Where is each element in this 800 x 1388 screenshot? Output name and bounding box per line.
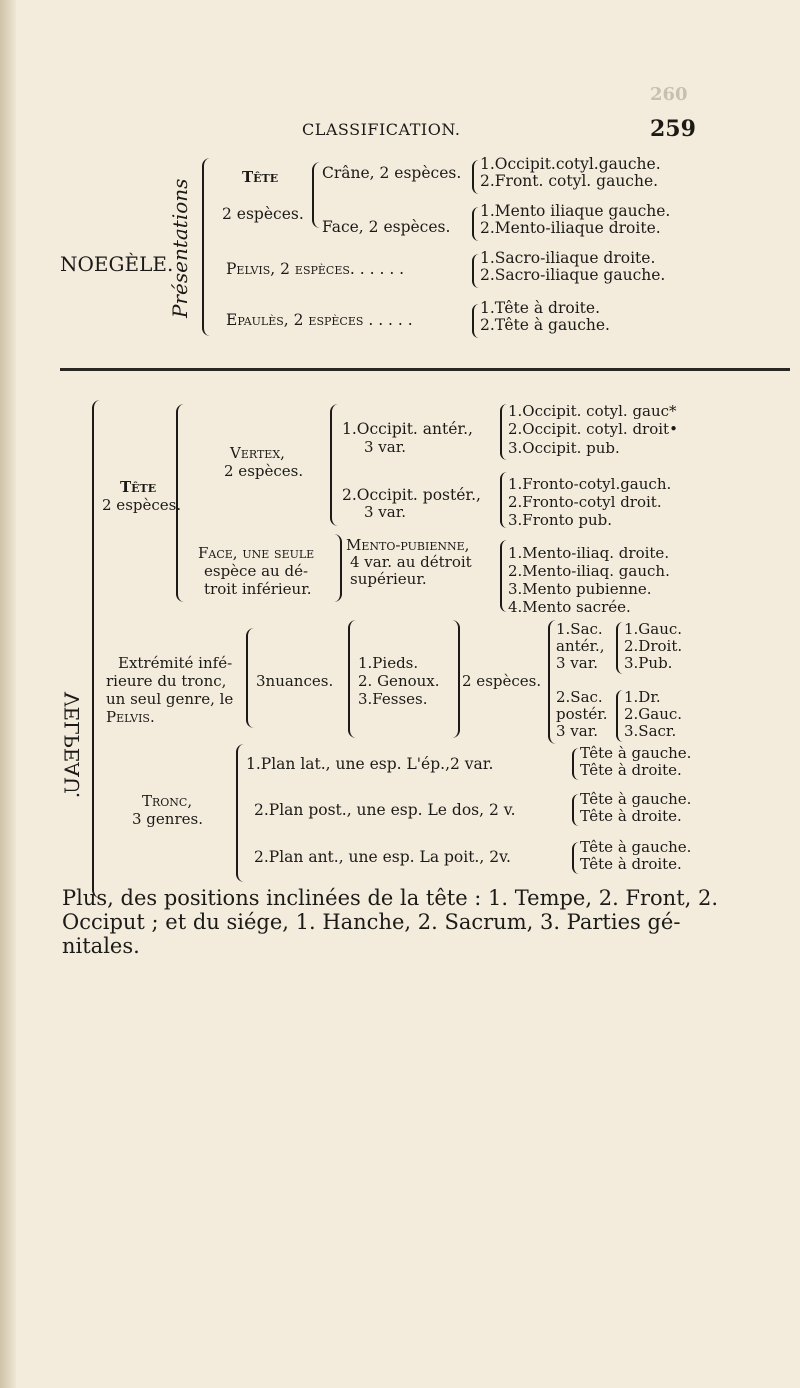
fesses-brace <box>452 620 460 738</box>
crane-brace <box>472 160 479 194</box>
nuances-item-2: 2. Genoux. <box>358 672 440 690</box>
sac-post-item-1: 1.Dr. <box>624 688 661 706</box>
tete-brace <box>312 162 320 228</box>
plan-ant-brace <box>572 842 579 874</box>
plan-ant: 2.Plan ant., une esp. La poit., 2v. <box>254 848 511 866</box>
faint-page-number: 260 <box>650 84 688 105</box>
occ-ant-var: 3 var. <box>364 438 407 456</box>
naegele-author: NOEGÈLE. <box>60 252 174 276</box>
occ-ant-label: 1.Occipit. antér., <box>342 420 473 438</box>
section-rule <box>60 368 790 371</box>
velpeau-tete: Tête <box>120 478 157 496</box>
plan-ant-gauche: Tête à gauche. <box>580 838 692 856</box>
plan-lat-droite: Tête à droite. <box>580 761 682 779</box>
mento-item-3: 3.Mento pubienne. <box>508 580 652 598</box>
sac-post-item-2: 2.Gauc. <box>624 705 683 723</box>
naegele-tete-count: 2 espèces. <box>222 205 304 223</box>
sac-post-line-3: 3 var. <box>556 722 599 740</box>
occ-ant-item-2: 2.Occipit. cotyl. droit• <box>508 420 678 438</box>
plan-ant-droite: Tête à droite. <box>580 855 682 873</box>
velpeau-author <box>62 692 82 798</box>
face-velpeau-brace <box>334 534 342 602</box>
occ-post-item-2: 2.Fronto-cotyl droit. <box>508 493 662 511</box>
sac-ant-item-3: 3.Pub. <box>624 654 673 672</box>
mento-line-2: 4 var. au détroit <box>350 553 472 571</box>
sac-post-line-1: 2.Sac. <box>556 688 603 706</box>
face-brace <box>472 207 479 241</box>
plan-lat-brace <box>572 748 579 780</box>
face-item-1: 1.Mento iliaque gauche. <box>480 202 671 220</box>
mento-line-3: supérieur. <box>350 570 427 588</box>
occ-post-label: 2.Occipit. postér., <box>342 486 481 504</box>
sac-ant-line-2: antér., <box>556 637 605 655</box>
occ-ant-brace <box>500 404 507 460</box>
nuances-item-3: 3.Fesses. <box>358 690 428 708</box>
sac-post-brace <box>616 690 623 742</box>
epaules-item-1: 1.Tête à droite. <box>480 299 600 317</box>
sac-ant-item-2: 2.Droit. <box>624 637 683 655</box>
extremite-line-3: un seul genre, le <box>106 690 234 708</box>
extremite-line-2: rieure du tronc, <box>106 672 227 690</box>
occ-ant-item-3: 3.Occipit. pub. <box>508 439 620 457</box>
tronc-count: 3 genres. <box>132 810 203 828</box>
vertex-label: Vertex, <box>230 444 285 462</box>
epaules-item-2: 2.Tête à gauche. <box>480 316 610 334</box>
mento-item-2: 2.Mento-iliaq. gauch. <box>508 562 670 580</box>
sac-post-item-3: 3.Sacr. <box>624 722 677 740</box>
sac-ant-line-3: 3 var. <box>556 654 599 672</box>
face-item-2: 2.Mento-iliaque droite. <box>480 219 661 237</box>
naegele-crane: Crâne, 2 espèces. <box>322 164 462 182</box>
velpeau-tete-count: 2 espèces. <box>102 496 182 514</box>
crane-item-2: 2.Front. cotyl. gauche. <box>480 172 659 190</box>
extremite-line-4: Pelvis. <box>106 708 155 726</box>
nuances-brace <box>246 628 254 728</box>
naegele-main-brace <box>202 158 212 336</box>
pelvis-item-1: 1.Sacro-iliaque droite. <box>480 249 656 267</box>
sac-ant-item-1: 1.Gauc. <box>624 620 683 638</box>
tronc-label: Tronc, <box>142 792 193 810</box>
deux-especes: 2 espèces. <box>462 672 542 690</box>
mento-brace <box>500 540 507 612</box>
nuances-label: 3nuances. <box>256 672 334 690</box>
naegele-face: Face, 2 espèces. <box>322 218 451 236</box>
presentations-label: Présentations <box>168 178 192 318</box>
plan-lat-gauche: Tête à gauche. <box>580 744 692 762</box>
face-line-1: Face, une seule <box>198 544 315 562</box>
velpeau-author-text: VELPEAU. <box>60 692 84 799</box>
running-title: CLASSIFICATION. <box>302 120 461 139</box>
naegele-epaules: Epaulès, 2 espèces . . . . . <box>226 311 413 329</box>
sac-ant-line-1: 1.Sac. <box>556 620 603 638</box>
naegele-pelvis: Pelvis, 2 espèces. . . . . . <box>226 260 405 278</box>
nuances-item-1: 1.Pieds. <box>358 654 419 672</box>
vertex-brace <box>330 404 338 526</box>
page-edge <box>0 0 16 1388</box>
plan-lat: 1.Plan lat., une esp. L'ép.,2 var. <box>246 755 494 773</box>
plan-post-brace <box>572 794 579 826</box>
epaules-brace <box>472 304 479 338</box>
velpeau-tete-brace <box>176 404 186 602</box>
occ-post-var: 3 var. <box>364 503 407 521</box>
mento-item-4: 4.Mento sacrée. <box>508 598 631 616</box>
tronc-brace <box>236 744 246 882</box>
footnote-paragraph: Plus, des positions inclinées de la tête : 1. Tempe, 2. Front, 2. Occiput ; et du siége, 1. Hanche, 2. Sacrum, 3. Parties gé-nitales. <box>62 886 719 958</box>
occ-post-item-1: 1.Fronto-cotyl.gauch. <box>508 475 672 493</box>
face-line-3: troit inférieur. <box>204 580 312 598</box>
page-number: 259 <box>650 116 696 142</box>
sac-brace <box>548 620 556 744</box>
occ-post-item-3: 3.Fronto pub. <box>508 511 613 529</box>
nuances-items-brace <box>348 620 356 738</box>
occ-post-brace <box>500 472 507 528</box>
plan-post: 2.Plan post., une esp. Le dos, 2 v. <box>254 801 516 819</box>
naegele-tete: Tête <box>242 168 279 186</box>
occ-ant-item-1: 1.Occipit. cotyl. gauc* <box>508 402 677 420</box>
velpeau-main-brace <box>92 400 104 898</box>
plan-post-gauche: Tête à gauche. <box>580 790 692 808</box>
plan-post-droite: Tête à droite. <box>580 807 682 825</box>
mento-line-1: Mento-pubienne, <box>346 536 470 554</box>
pelvis-brace <box>472 254 479 288</box>
mento-item-1: 1.Mento-iliaq. droite. <box>508 544 670 562</box>
vertex-count: 2 espèces. <box>224 462 304 480</box>
crane-item-1: 1.Occipit.cotyl.gauche. <box>480 155 661 173</box>
face-line-2: espèce au dé- <box>204 562 309 580</box>
extremite-line-1: Extrémité infé- <box>118 654 233 672</box>
pelvis-item-2: 2.Sacro-iliaque gauche. <box>480 266 666 284</box>
sac-post-line-2: postér. <box>556 705 608 723</box>
sac-ant-brace <box>616 622 623 674</box>
